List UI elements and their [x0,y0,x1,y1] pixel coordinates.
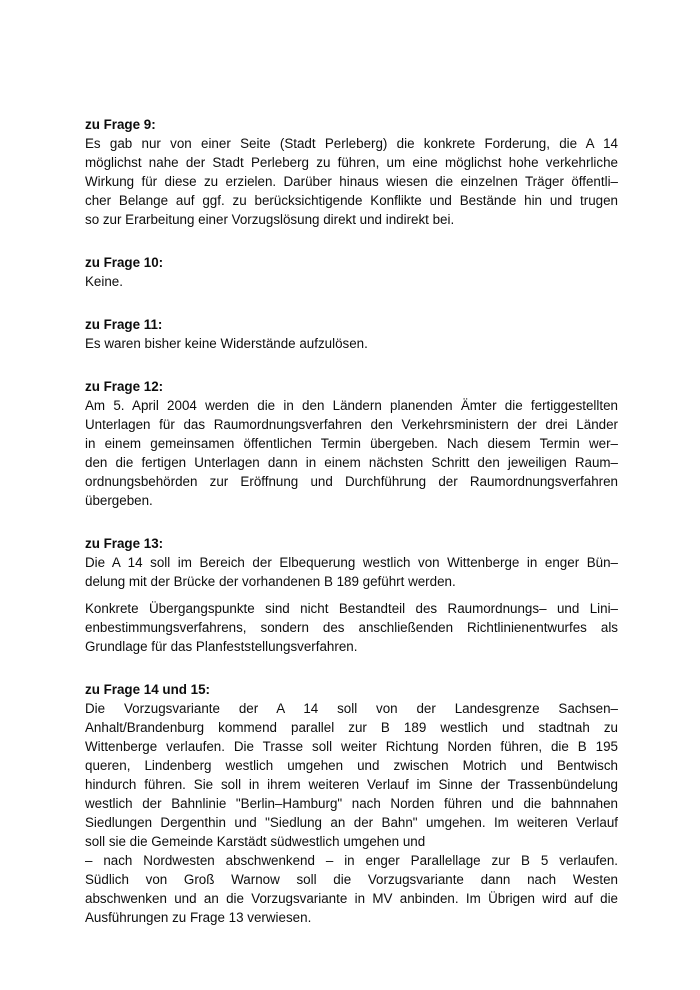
text-line: Es waren bisher keine Widerstände aufzulösen. [85,336,368,351]
text-line: übergeben. [85,493,153,508]
section-frage-12 [85,377,618,510]
paragraph [85,396,618,510]
paragraph [85,272,618,291]
text-line: – nach Nordwesten abschwenkend – in enger Parallellage zur B 5 verlaufen. [85,853,618,868]
section-heading: zu Frage 10: [85,255,164,270]
text-line: cher Belange auf ggf. zu berücksichtigende Konflikte und Bestände hin und trugen [85,193,618,208]
text-line: Ausführungen zu Frage 13 verwiesen. [85,910,312,925]
paragraph [85,699,618,851]
text-line: Es gab nur von einer Seite (Stadt Perleberg) die konkrete Forderung, die A 14 [85,136,618,151]
text-line: Wittenberge verlaufen. Die Trasse soll weiter Richtung Norden führen, die B 195 [85,739,618,754]
paragraph [85,599,618,656]
text-line: in einem gemeinsamen öffentlichen Termin übergeben. Nach diesem Termin wer– [85,436,618,451]
text-line: enbestimmungsverfahrens, sondern des anschließenden Richtlinienentwurfes als [85,620,618,635]
section-frage-13 [85,534,618,656]
paragraph [85,851,618,927]
section-frage-14-15 [85,680,618,927]
text-line: Konkrete Übergangspunkte sind nicht Bestandteil des Raumordnungs– und Lini– [85,601,618,616]
section-frage-9 [85,115,618,229]
text-line: Anhalt/Brandenburg kommend parallel zur B 189 westlich und stadtnah zu [85,720,618,735]
text-line: Die Vorzugsvariante der A 14 soll von der Landesgrenze Sachsen– [85,701,618,716]
text-line: den die fertigen Unterlagen dann in einem nächsten Schritt den jeweiligen Raum– [85,455,618,470]
section-heading: zu Frage 13: [85,536,164,551]
text-line: Unterlagen für das Raumordnungsverfahren den Verkehrsministern der drei Länder [85,417,618,432]
text-line: Grundlage für das Planfeststellungsverfahren. [85,639,358,654]
text-line: queren, Lindenberg westlich umgehen und zwischen Motrich und Bentwisch [85,758,618,773]
paragraph [85,553,618,591]
section-heading: zu Frage 12: [85,379,164,394]
section-frage-11 [85,315,618,353]
section-heading: zu Frage 9: [85,117,156,132]
text-line: Keine. [85,274,123,289]
section-frage-10 [85,253,618,291]
paragraph [85,334,618,353]
text-line: Am 5. April 2004 werden die in den Ländern planenden Ämter die fertiggestellten [85,398,618,413]
text-line: so zur Erarbeitung einer Vorzugslösung direkt und indirekt bei. [85,212,455,227]
text-line: hindurch führen. Sie soll in ihrem weiteren Verlauf im Sinne der Trassenbündelung [85,777,618,792]
paragraph [85,134,618,229]
text-line: delung mit der Brücke der vorhandenen B 189 geführt werden. [85,574,456,589]
text-line: Siedlungen Dergenthin und "Siedlung an der Bahn" umgehen. Im weiteren Verlauf [85,815,618,830]
text-line: westlich der Bahnlinie "Berlin–Hamburg" nach Norden führen und die bahnnahen [85,796,618,811]
text-line: Die A 14 soll im Bereich der Elbequerung westlich von Wittenberge in enger Bün– [85,555,618,570]
section-heading: zu Frage 11: [85,317,163,332]
text-line: ordnungsbehörden zur Eröffnung und Durchführung der Raumordnungsverfahren [85,474,618,489]
text-line: Wirkung für diese zu erzielen. Darüber hinaus wiesen die einzelnen Träger öffentli– [85,174,618,189]
text-line: möglichst nahe der Stadt Perleberg zu führen, um eine möglichst hohe verkehrliche [85,155,618,170]
text-line: abschwenken und an die Vorzugsvariante in MV anbinden. Im Übrigen wird auf die [85,891,618,906]
section-heading: zu Frage 14 und 15: [85,682,211,697]
text-line: soll sie die Gemeinde Karstädt südwestlich umgehen und [85,834,426,849]
text-line: Südlich von Groß Warnow soll die Vorzugsvariante dann nach Westen [85,872,618,887]
